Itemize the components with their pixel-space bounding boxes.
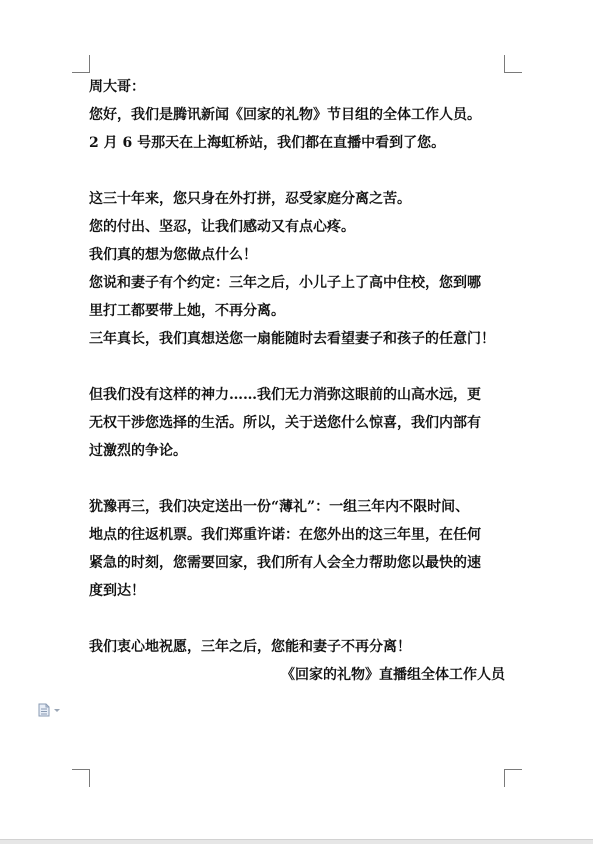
blank-line: [89, 605, 519, 633]
paragraph-line: 地点的往返机票。我们郑重许诺：在您外出的这三年里，在任何: [89, 527, 481, 543]
paragraph-line: 无权干涉您选择的生活。所以，关于送您什么惊喜，我们内部有: [89, 415, 481, 431]
paragraph-line: 您好，我们是腾讯新闻《回家的礼物》节目组的全体工作人员。: [89, 107, 481, 123]
blank-line: [89, 465, 519, 493]
paragraph-line: 度到达！: [89, 583, 145, 599]
paragraph-line: 2 月 6 号那天在上海虹桥站，我们都在直播中看到了您。: [89, 135, 446, 151]
paragraph-line: 三年真长，我们真想送您一扇能随时去看望妻子和孩子的任意门！: [89, 331, 495, 347]
crop-mark-top-left: [72, 55, 90, 73]
paragraph-line: 我们真的想为您做点什么！: [89, 247, 257, 263]
signature-line: 《回家的礼物》直播组全体工作人员: [281, 667, 505, 683]
blank-line: [89, 157, 519, 185]
document-options-icon[interactable]: [37, 702, 63, 716]
paragraph-line: 过激烈的争论。: [89, 443, 187, 459]
crop-mark-top-right: [504, 55, 522, 73]
paragraph-line: 您说和妻子有个约定：三年之后，小儿子上了高中住校，您到哪: [89, 275, 481, 291]
closing-line: 我们衷心地祝愿，三年之后，您能和妻子不再分离！: [89, 639, 411, 655]
paragraph-line: 紧急的时刻，您需要回家，我们所有人会全力帮助您以最快的速: [89, 555, 481, 571]
salutation: 周大哥：: [89, 79, 145, 95]
blank-line: [89, 353, 519, 381]
paragraph-line: 您的付出、坚忍，让我们感动又有点心疼。: [89, 219, 355, 235]
paragraph-line: 里打工都要带上她，不再分离。: [89, 303, 285, 319]
page-bottom-edge: [0, 839, 593, 844]
crop-mark-bottom-left: [72, 769, 90, 787]
paragraph-line: 这三十年来，您只身在外打拼，忍受家庭分离之苦。: [89, 191, 411, 207]
paragraph-line: 但我们没有这样的神力……我们无力消弥这眼前的山高水远，更: [89, 387, 481, 403]
crop-mark-bottom-right: [504, 769, 522, 787]
letter-body[interactable]: [89, 73, 519, 689]
paragraph-line: 犹豫再三，我们决定送出一份“薄礼”：一组三年内不限时间、: [89, 499, 470, 515]
